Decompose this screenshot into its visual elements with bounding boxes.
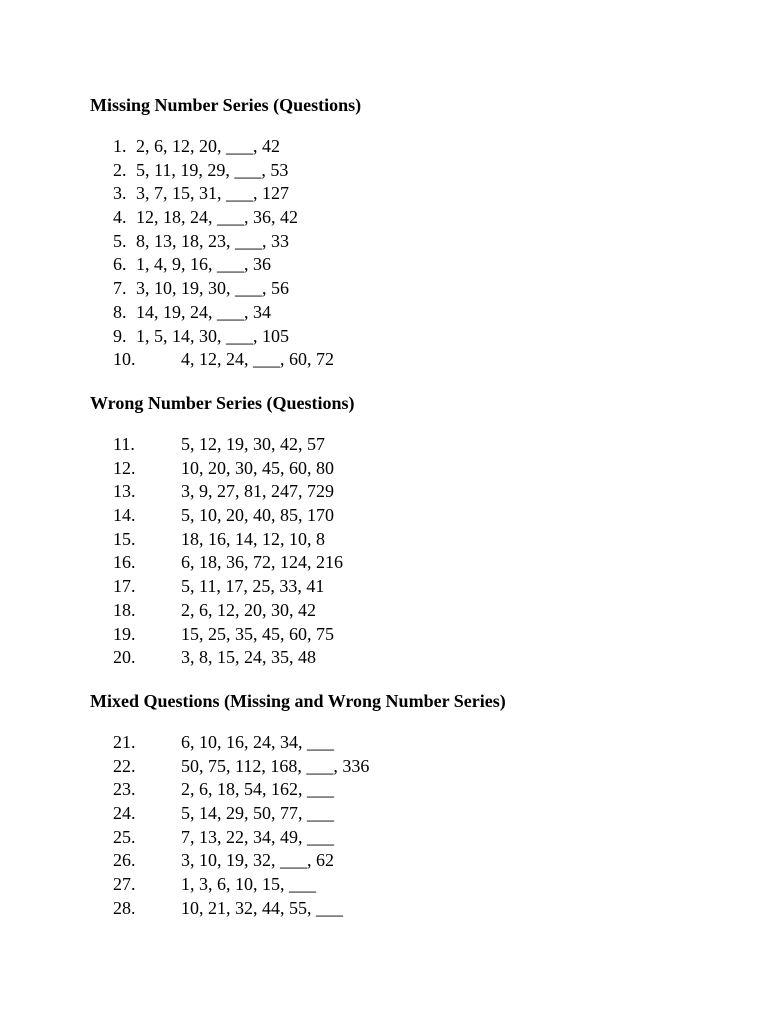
item-text: 3, 10, 19, 30, ___, 56 (136, 278, 289, 299)
item-text: 1, 5, 14, 30, ___, 105 (136, 325, 289, 346)
list-item (0, 575, 768, 599)
item-text: 2, 6, 12, 20, 30, 42 (181, 599, 316, 620)
item-text: 1, 4, 9, 16, ___, 36 (136, 254, 271, 275)
list-item (0, 253, 768, 277)
list-item (0, 731, 768, 755)
item-text: 3, 8, 15, 24, 35, 48 (181, 647, 316, 668)
item-text: 15, 25, 35, 45, 60, 75 (181, 623, 334, 644)
item-text: 6, 10, 16, 24, 34, ___ (181, 732, 334, 752)
item-text: 50, 75, 112, 168, ___, 336 (181, 755, 370, 776)
question-list (0, 433, 768, 670)
list-item (0, 873, 768, 897)
list-item (0, 348, 768, 372)
item-number: 12. (113, 457, 136, 478)
item-number: 7. (113, 278, 127, 299)
item-number: 23. (113, 779, 136, 800)
question-list (0, 135, 768, 372)
list-item (0, 277, 768, 301)
list-item (0, 457, 768, 481)
list-item (0, 646, 768, 670)
item-number: 28. (113, 897, 136, 918)
item-text: 8, 13, 18, 23, ___, 33 (136, 230, 289, 251)
item-text: 3, 10, 19, 32, ___, 62 (181, 850, 334, 871)
list-item (0, 528, 768, 552)
item-number: 24. (113, 803, 136, 824)
section-heading: Wrong Number Series (Questions) (90, 393, 355, 413)
item-text: 5, 10, 20, 40, 85, 170 (181, 505, 334, 526)
item-number: 16. (113, 552, 136, 573)
item-text: 2, 6, 12, 20, ___, 42 (136, 136, 280, 156)
list-item (0, 826, 768, 850)
list-item (0, 182, 768, 206)
list-item (0, 551, 768, 575)
list-item (0, 159, 768, 183)
list-item (0, 849, 768, 873)
list-item (0, 504, 768, 528)
item-number: 10. (113, 349, 136, 370)
item-number: 5. (113, 230, 127, 251)
list-item (0, 755, 768, 779)
item-number: 9. (113, 325, 127, 346)
item-text: 10, 20, 30, 45, 60, 80 (181, 457, 334, 478)
item-number: 17. (113, 576, 136, 597)
item-number: 6. (113, 254, 127, 275)
item-number: 3. (113, 183, 127, 204)
item-text: 3, 9, 27, 81, 247, 729 (181, 481, 334, 502)
list-item (0, 897, 768, 921)
list-item (0, 206, 768, 230)
item-number: 25. (113, 826, 136, 847)
item-number: 2. (113, 159, 127, 180)
item-text: 12, 18, 24, ___, 36, 42 (136, 207, 298, 228)
item-text: 5, 11, 17, 25, 33, 41 (181, 576, 325, 597)
item-text: 7, 13, 22, 34, 49, ___ (181, 826, 334, 847)
question-list (0, 731, 768, 921)
item-text: 2, 6, 18, 54, 162, ___ (181, 779, 334, 800)
item-number: 8. (113, 301, 127, 322)
item-text: 5, 14, 29, 50, 77, ___ (181, 803, 334, 824)
item-text: 5, 12, 19, 30, 42, 57 (181, 434, 325, 454)
item-number: 14. (113, 505, 136, 526)
item-text: 5, 11, 19, 29, ___, 53 (136, 159, 289, 180)
item-text: 4, 12, 24, ___, 60, 72 (181, 349, 334, 370)
item-number: 27. (113, 874, 136, 895)
item-number: 26. (113, 850, 136, 871)
item-text: 1, 3, 6, 10, 15, ___ (181, 874, 316, 895)
section-heading: Missing Number Series (Questions) (90, 95, 362, 115)
item-text: 10, 21, 32, 44, 55, ___ (181, 897, 343, 918)
section-heading: Mixed Questions (Missing and Wrong Number Series) (90, 691, 506, 711)
list-item (0, 301, 768, 325)
list-item (0, 433, 768, 457)
item-text: 14, 19, 24, ___, 34 (136, 301, 271, 322)
item-text: 6, 18, 36, 72, 124, 216 (181, 552, 343, 573)
item-number: 18. (113, 599, 136, 620)
item-number: 19. (113, 623, 136, 644)
item-text: 3, 7, 15, 31, ___, 127 (136, 183, 289, 204)
item-number: 22. (113, 755, 136, 776)
list-item (0, 599, 768, 623)
item-text: 18, 16, 14, 12, 10, 8 (181, 528, 325, 549)
list-item (0, 135, 768, 159)
list-item (0, 325, 768, 349)
list-item (0, 623, 768, 647)
list-item (0, 778, 768, 802)
item-number: 13. (113, 481, 136, 502)
list-item (0, 230, 768, 254)
item-number: 21. (113, 732, 136, 752)
item-number: 4. (113, 207, 127, 228)
list-item (0, 802, 768, 826)
item-number: 11. (113, 434, 135, 454)
item-number: 15. (113, 528, 136, 549)
list-item (0, 480, 768, 504)
item-number: 20. (113, 647, 136, 668)
item-number: 1. (113, 136, 127, 156)
